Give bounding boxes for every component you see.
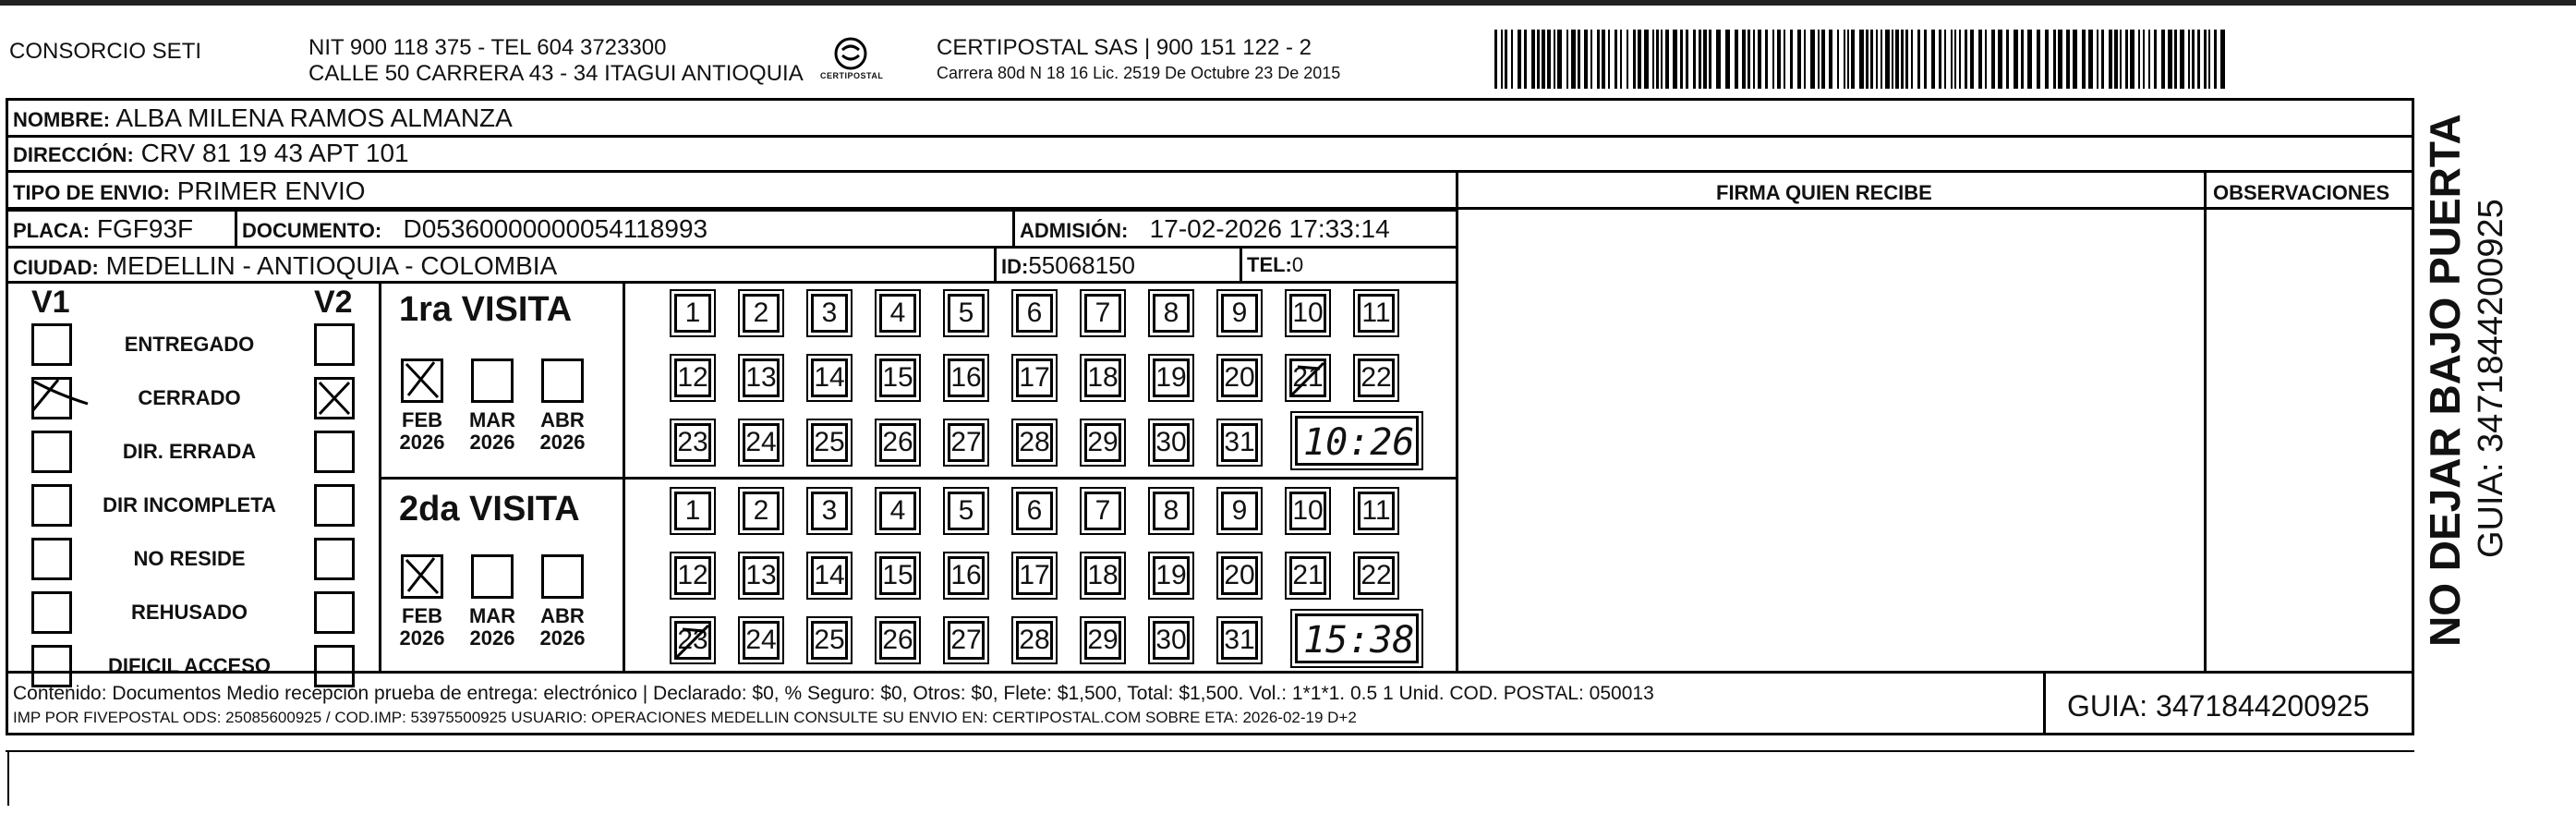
day-number: 14 [814, 362, 845, 393]
day-cell[interactable] [1358, 492, 1395, 530]
placa-label: PLACA: [13, 219, 91, 242]
direccion-value: CRV 81 19 43 APT 101 [140, 139, 409, 167]
day-cell[interactable] [743, 358, 780, 397]
day-cell[interactable] [1153, 423, 1190, 462]
visita2-title: 2da VISITA [399, 490, 580, 528]
day-cell[interactable] [1289, 492, 1326, 530]
day-cell[interactable] [811, 358, 848, 397]
day-number: 6 [1026, 495, 1043, 526]
day-number: 31 [1224, 427, 1255, 457]
certipostal-line1: CERTIPOSTAL SAS | 900 151 122 - 2 [937, 35, 1312, 60]
id-value: 55068150 [1028, 251, 1136, 279]
admision-row [1020, 216, 1390, 242]
ciudad-value: MEDELLIN - ANTIOQUIA - COLOMBIA [105, 251, 558, 280]
status-label: DIR. ERRADA [122, 440, 257, 463]
footer-guia: GUIA: 3471844200925 [2067, 689, 2370, 723]
documento-label: DOCUMENTO: [242, 219, 382, 242]
day-number: 11 [1361, 298, 1391, 328]
nit-line: NIT 900 118 375 - TEL 604 3723300 [308, 35, 667, 60]
day-number: 17 [1019, 560, 1050, 590]
month-label: FEB [402, 604, 442, 627]
day-cell[interactable] [1358, 556, 1395, 595]
day-cell[interactable] [1289, 294, 1326, 333]
day-number: 22 [1361, 362, 1392, 393]
day-cell[interactable] [948, 294, 985, 333]
day-number: 21 [1292, 560, 1324, 590]
month-checkbox[interactable] [541, 554, 584, 599]
day-cell[interactable] [1084, 423, 1121, 462]
day-number: 24 [745, 625, 777, 655]
company-name: CONSORCIO SETI [9, 39, 202, 64]
status-label: ENTREGADO [124, 333, 255, 356]
day-cell[interactable] [674, 492, 711, 530]
ciudad-row [13, 253, 557, 279]
tel-value: 0 [1291, 253, 1304, 276]
day-cell[interactable] [1153, 621, 1190, 660]
ciudad-label: CIUDAD: [13, 256, 99, 279]
year-label: 2026 [539, 431, 586, 454]
placa-value: FGF93F [96, 214, 194, 243]
day-number: 29 [1087, 625, 1119, 655]
month-checkbox[interactable] [401, 358, 443, 403]
day-number: 7 [1094, 495, 1111, 526]
day-cell[interactable] [1016, 294, 1053, 333]
day-number: 9 [1231, 298, 1248, 328]
day-cell[interactable] [743, 423, 780, 462]
day-cell[interactable] [743, 556, 780, 595]
day-cell[interactable] [743, 294, 780, 333]
day-cell[interactable] [674, 294, 711, 333]
certipostal-logo-icon [820, 35, 884, 87]
day-number: 25 [814, 625, 845, 655]
day-number: 11 [1361, 495, 1391, 526]
day-cell[interactable] [1358, 358, 1395, 397]
day-cell[interactable] [1221, 492, 1258, 530]
day-cell[interactable] [879, 621, 916, 660]
documento-value: D05360000000054118993 [403, 214, 708, 243]
day-cell[interactable] [1084, 358, 1121, 397]
day-cell[interactable] [1016, 492, 1053, 530]
day-cell[interactable] [879, 492, 916, 530]
placa-row [13, 216, 193, 242]
day-number: 14 [814, 560, 845, 590]
nombre-label: NOMBRE: [13, 108, 111, 131]
visita1-time-box [1295, 416, 1419, 466]
status-label: DIFICIL ACCESO [107, 654, 271, 677]
certipostal-line2: Carrera 80d N 18 16 Lic. 2519 De Octubre 23 De 2015 [937, 64, 1341, 82]
admision-value: 17-02-2026 17:33:14 [1149, 214, 1390, 243]
cross-mark-icon [401, 358, 443, 403]
direccion-row [13, 140, 409, 166]
day-cell[interactable] [811, 423, 848, 462]
tipo-row [13, 178, 366, 204]
day-number: 23 [677, 427, 708, 457]
day-number: 27 [950, 625, 982, 655]
direccion-label: DIRECCIÓN: [13, 143, 134, 166]
day-cell[interactable] [879, 423, 916, 462]
observaciones-header: OBSERVACIONES [2213, 181, 2390, 204]
month-label: FEB [402, 408, 442, 431]
day-number: 30 [1155, 625, 1187, 655]
day-number: 23 [677, 625, 708, 655]
day-number: 17 [1019, 362, 1050, 393]
barcode [1494, 30, 2230, 89]
year-label: 2026 [539, 626, 586, 650]
footer-line1: Contenido: Documentos Medio recepción prueba de entrega: electrónico | Declarado: $0, % Seguro: $0, Otros: $0, Flete: $1,500, Total: $1,500. Vol.: 1*1*1. 0.5 1 Unid. COD. POSTAL: 050013 [13, 683, 1654, 704]
day-cell[interactable] [674, 621, 711, 660]
day-cell[interactable] [674, 423, 711, 462]
day-number: 10 [1292, 495, 1324, 526]
month-label: ABR [540, 604, 585, 627]
day-number: 8 [1163, 495, 1179, 526]
day-cell[interactable] [1358, 294, 1395, 333]
scan-top-edge [0, 0, 2576, 6]
day-cell[interactable] [1289, 358, 1326, 397]
day-number: 16 [950, 362, 982, 393]
month-label: MAR [468, 604, 516, 627]
no-dejar-bajo-puerta: NO DEJAR BAJO PUERTA [2421, 114, 2469, 647]
day-cell[interactable] [1221, 294, 1258, 333]
address-line: CALLE 50 CARRERA 43 - 34 ITAGUI ANTIOQUIA [308, 61, 804, 86]
day-cell[interactable] [1221, 423, 1258, 462]
day-cell[interactable] [1221, 621, 1258, 660]
day-number: 1 [684, 495, 701, 526]
footer-line2: IMP POR FIVEPOSTAL ODS: 25085600925 / COD.IMP: 53975500925 USUARIO: OPERACIONES MEDELLIN CONSULTE SU ENVIO EN: CERTIPOSTAL.COM SOBRE ETA: 2026-02-19 D+2 [13, 709, 1357, 726]
day-number: 26 [882, 427, 913, 457]
nombre-row [13, 105, 513, 131]
day-number: 28 [1019, 427, 1050, 457]
day-cell[interactable] [1016, 358, 1053, 397]
day-number: 13 [745, 560, 777, 590]
day-number: 21 [1292, 362, 1324, 393]
day-number: 22 [1361, 560, 1392, 590]
status-label: CERRADO [138, 386, 241, 409]
day-cell[interactable] [879, 358, 916, 397]
v2-label: V2 [314, 285, 353, 320]
id-label: ID: [1001, 255, 1029, 278]
day-cell[interactable] [948, 621, 985, 660]
status-label: REHUSADO [131, 601, 248, 624]
year-label: 2026 [469, 626, 515, 650]
day-number: 31 [1224, 625, 1255, 655]
day-number: 9 [1231, 495, 1248, 526]
month-checkbox[interactable] [401, 554, 443, 599]
day-number: 27 [950, 427, 982, 457]
tel-row [1247, 255, 1303, 275]
day-cell[interactable] [948, 358, 985, 397]
day-cell[interactable] [674, 358, 711, 397]
day-cell[interactable] [948, 423, 985, 462]
day-cell[interactable] [948, 556, 985, 595]
day-number: 7 [1094, 298, 1111, 328]
day-number: 19 [1155, 362, 1187, 393]
day-cell[interactable] [1016, 423, 1053, 462]
day-number: 25 [814, 427, 845, 457]
day-mark-icon [673, 620, 714, 662]
status-label: NO RESIDE [133, 547, 246, 570]
tipo-label: TIPO DE ENVIO: [13, 181, 170, 204]
day-number: 12 [677, 560, 708, 590]
day-number: 8 [1163, 298, 1179, 328]
day-cell[interactable] [1221, 358, 1258, 397]
year-label: 2026 [469, 431, 515, 454]
day-cell[interactable] [811, 621, 848, 660]
day-cell[interactable] [879, 294, 916, 333]
day-number: 24 [745, 427, 777, 457]
day-number: 16 [950, 560, 982, 590]
v1-label: V1 [31, 285, 70, 320]
day-cell[interactable] [1153, 294, 1190, 333]
day-cell[interactable] [743, 492, 780, 530]
day-number: 20 [1224, 560, 1255, 590]
day-number: 13 [745, 362, 777, 393]
visita1-title: 1ra VISITA [399, 290, 573, 329]
year-label: 2026 [399, 431, 445, 454]
day-cell[interactable] [674, 556, 711, 595]
visita1-time: 10:26 [1303, 421, 1415, 464]
documento-row [242, 216, 707, 242]
tipo-value: PRIMER ENVIO [176, 176, 366, 205]
day-cell[interactable] [1084, 492, 1121, 530]
day-number: 10 [1292, 298, 1324, 328]
day-number: 15 [882, 362, 913, 393]
month-checkbox[interactable] [471, 554, 514, 599]
day-number: 20 [1224, 362, 1255, 393]
id-row [1001, 253, 1135, 277]
day-number: 3 [821, 298, 838, 328]
main-form-frame [6, 98, 2414, 735]
month-checkbox[interactable] [471, 358, 514, 403]
nombre-value: ALBA MILENA RAMOS ALMANZA [115, 103, 513, 132]
admision-label: ADMISIÓN: [1020, 219, 1129, 242]
day-number: 4 [889, 495, 906, 526]
status-label: DIR INCOMPLETA [103, 493, 276, 516]
day-cell[interactable] [811, 556, 848, 595]
day-cell[interactable] [743, 621, 780, 660]
day-number: 19 [1155, 560, 1187, 590]
day-mark-icon [1288, 358, 1329, 400]
visita2-time-box [1295, 613, 1419, 663]
day-number: 28 [1019, 625, 1050, 655]
day-number: 2 [753, 495, 769, 526]
day-number: 1 [684, 298, 701, 328]
day-cell[interactable] [1084, 621, 1121, 660]
day-cell[interactable] [1016, 556, 1053, 595]
firma-header: FIRMA QUIEN RECIBE [1716, 181, 1932, 204]
day-cell[interactable] [1153, 358, 1190, 397]
year-label: 2026 [399, 626, 445, 650]
day-number: 2 [753, 298, 769, 328]
day-number: 12 [677, 362, 708, 393]
day-cell[interactable] [1084, 556, 1121, 595]
day-cell[interactable] [811, 492, 848, 530]
day-number: 15 [882, 560, 913, 590]
day-cell[interactable] [1084, 294, 1121, 333]
day-number: 4 [889, 298, 906, 328]
cross-mark-icon [401, 554, 443, 599]
day-number: 30 [1155, 427, 1187, 457]
logo-text: CERTIPOSTAL [820, 71, 884, 80]
day-cell[interactable] [811, 294, 848, 333]
tel-label: TEL: [1247, 253, 1292, 276]
day-cell[interactable] [1016, 621, 1053, 660]
month-checkbox[interactable] [541, 358, 584, 403]
day-cell[interactable] [1289, 556, 1326, 595]
day-cell[interactable] [1221, 556, 1258, 595]
day-cell[interactable] [879, 556, 916, 595]
day-number: 26 [882, 625, 913, 655]
day-number: 5 [958, 495, 974, 526]
day-cell[interactable] [1153, 492, 1190, 530]
side-guia: GUIA: 3471844200925 [2472, 199, 2510, 558]
day-cell[interactable] [948, 492, 985, 530]
day-number: 3 [821, 495, 838, 526]
day-number: 18 [1087, 560, 1119, 590]
day-number: 29 [1087, 427, 1119, 457]
day-number: 5 [958, 298, 974, 328]
day-number: 18 [1087, 362, 1119, 393]
day-cell[interactable] [1153, 556, 1190, 595]
day-number: 6 [1026, 298, 1043, 328]
visita2-time: 15:38 [1303, 619, 1415, 662]
month-label: ABR [540, 408, 585, 431]
month-label: MAR [468, 408, 516, 431]
